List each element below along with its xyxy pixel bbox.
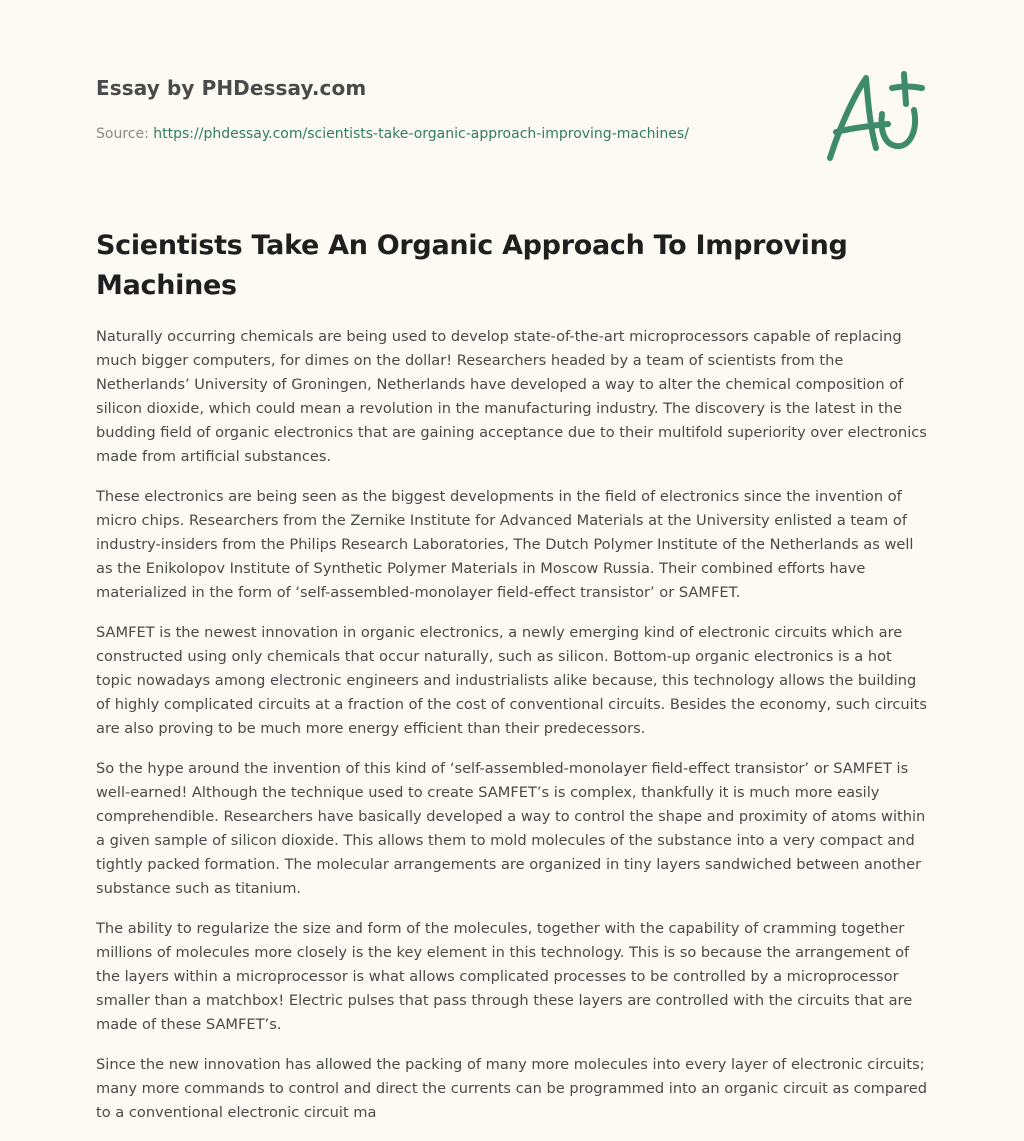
- source-line: [96, 126, 796, 142]
- site-brand: Essay by PHDessay.com: [96, 76, 367, 100]
- essay-paragraph: Since the new innovation has allowed the packing of many more molecules into every layer of electronic circuits; many more commands to control and direct the currents can be programmed into an organic circuit as compared to a conventional electronic circuit ma: [96, 1056, 927, 1121]
- essay-title: Scientists Take An Organic Approach To Improving Machines: [96, 230, 848, 301]
- source-link[interactable]: https://phdessay.com/scientists-take-organic-approach-improving-machines/: [153, 126, 689, 142]
- essay-paragraph: These electronics are being seen as the biggest developments in the field of electronics since the invention of micro chips. Researchers from the Zernike Institute for Advanced Materials at the University enlisted a team of industry-insiders from the Philips Research Laboratories, The Dutch Polymer Institute of the Netherlands as well as the Enikolopov Institute of Synthetic Polymer Materials in Moscow Russia. Their combined efforts have materialized in the form of ‘self-assembled-monolayer field-effect transistor’ or SAMFET.: [96, 488, 914, 601]
- essay-paragraph: So the hype around the invention of this kind of ‘self-assembled-monolayer field-effect transistor’ or SAMFET is well-earned! Although the technique used to create SAMFET’s is complex, thankfully it is much more easily comprehendible. Researchers have basically developed a way to control the shape and proximity of atoms within a given sample of silicon dioxide. This allows them to mold molecules of the substance into a very compact and tightly packed formation. The molecular arrangements are organized in tiny layers sandwiched between another substance such as titanium.: [96, 760, 926, 897]
- essay-paragraph: The ability to regularize the size and form of the molecules, together with the capability of cramming together millions of molecules more closely is the key element in this technology. This is so because the arrangement of the layers within a microprocessor is what allows complicated processes to be controlled by a microprocessor smaller than a matchbox! Electric pulses that pass through these layers are controlled with the circuits that are made of these SAMFET’s.: [96, 920, 913, 1033]
- essay-body: [96, 325, 928, 1141]
- essay-paragraph: SAMFET is the newest innovation in organic electronics, a newly emerging kind of electronic circuits which are constructed using only chemicals that occur naturally, such as silicon. Bottom-up organic electronics is a hot topic nowadays among electronic engineers and industrialists alike because, this technology allows the building of highly complicated circuits at a fraction of the cost of conventional circuits. Besides the economy, such circuits are also proving to be much more energy efficient than their predecessors.: [96, 624, 927, 737]
- source-label: Source:: [96, 126, 154, 142]
- essay-header: [96, 76, 796, 142]
- essay-paragraph: Naturally occurring chemicals are being used to develop state-of-the-art microprocessors capable of replacing much bigger computers, for dimes on the dollar! Researchers headed by a team of scientists from the Netherlands’ University of Groningen, Netherlands have developed a way to alter the chemical composition of silicon dioxide, which could mean a revolution in the manufacturing industry. The discovery is the latest in the budding field of organic electronics that are gaining acceptance due to their multifold superiority over electronics made from artificial substances.: [96, 328, 927, 465]
- a-plus-grade-icon: [818, 66, 930, 166]
